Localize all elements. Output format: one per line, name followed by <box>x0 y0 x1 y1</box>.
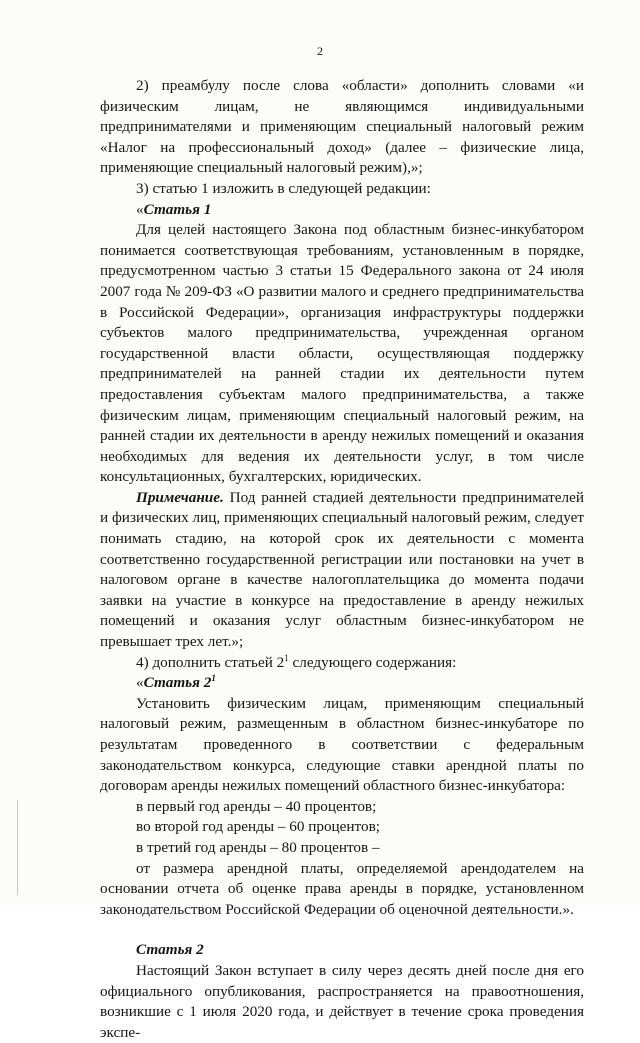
note-label: Примечание. <box>136 488 224 506</box>
document-body <box>100 76 584 1043</box>
article-2-1-heading-superscript: 1 <box>211 673 216 684</box>
list-item-third-year: в третий год аренды – 80 процентов – <box>136 838 380 856</box>
paragraph-rent-rates: Установить физическим лицам, применяющим специальный налоговый режим, размещенным в областном бизнес-инкубаторе по результатам проведенного в соответствии с федеральным законодательством конкурса, следующие ставки арендной платы по договорам аренды нежилых помещений областного бизнес-инкубатора: <box>100 694 584 795</box>
note-text: Под ранней стадией деятельности предпринимателей и физических лиц, применяющих специальный налоговый режим, следует понимать стадию, на которой срок их деятельности с момента соответственно государственной регистрации или постановки на учет в налоговом органе в качестве налогоплательщика до момента подачи заявки на участие в конкурсе на предоставление в аренду нежилых помещений и оказания услуг областным бизнес-инкубатором не превышает трех лет.»; <box>100 488 584 651</box>
paragraph-business-incubator-definition: Для целей настоящего Закона под областным бизнес-инкубатором понимается соответствующая требованиям, установленным в порядке, предусмотренном частью 3 статьи 15 Федерального закона от 24 июля 2007 года № 209-ФЗ «О развитии малого и среднего предпринимательства в Российской Федерации», организация инфраструктуры поддержки субъектов малого предпринимательства, учрежденная органом государственной власти области, осуществляющая поддержку предпринимателей на ранней стадии их деятельности путем предоставления субъектам малого предпринимательства, а также физическим лицам, применяющим специальный налоговый режим, на ранней стадии их деятельности в аренду нежилых помещений и оказания необходимых для ведения их деятельности услуг, в том числе консультационных, бухгалтерских, юридических. <box>100 221 584 486</box>
list-item-first-year: в первый год аренды – 40 процентов; <box>136 797 377 815</box>
paragraph-add-article-2-1 <box>100 653 584 674</box>
scan-edge-line <box>17 800 18 895</box>
paragraph-note <box>100 488 584 653</box>
article-superscript: 1 <box>284 652 289 663</box>
open-quote: « <box>136 200 144 218</box>
article-2-1-heading-line <box>100 673 584 694</box>
article-1-heading-line <box>100 200 584 221</box>
paragraph-rent-basis: от размера арендной платы, определяемой арендодателем на основании отчета об оценке права аренды в порядке, установленном законодательством Российской Федерации об оценочной деятельности.». <box>100 859 584 918</box>
article-1-heading: Статья 1 <box>143 200 212 218</box>
article-2-1-heading <box>144 674 216 691</box>
article-2-1-heading-text: Статья 2 <box>143 674 212 692</box>
paragraph-article1-intro: 3) статью 1 изложить в следующей редакции: <box>136 179 431 197</box>
paragraph-entry-into-force: Настоящий Закон вступает в силу через десять дней после дня его официального опубликования, распространяется на правоотношения, возникшие с 1 июля 2020 года, и действует в течение срока проведения экспе- <box>100 961 584 1041</box>
list-item-second-year: во второй год аренды – 60 процентов; <box>136 818 380 836</box>
add-article-end: следующего содержания: <box>288 653 457 671</box>
page-number: 2 <box>317 44 323 58</box>
add-article-start: 4) дополнить статьей 2 <box>136 653 285 671</box>
paragraph-preamble-amendment: 2) преамбулу после слова «области» дополнить словами «и физическим лицам, не являющимся индивидуальными предпринимателями и применяющим специальный налоговый режим «Налог на профессиональный доход» (далее – физические лица, применяющие специальный налоговый режим),»; <box>100 77 584 177</box>
article-2-heading: Статья 2 <box>136 941 204 959</box>
open-quote: « <box>136 674 144 692</box>
